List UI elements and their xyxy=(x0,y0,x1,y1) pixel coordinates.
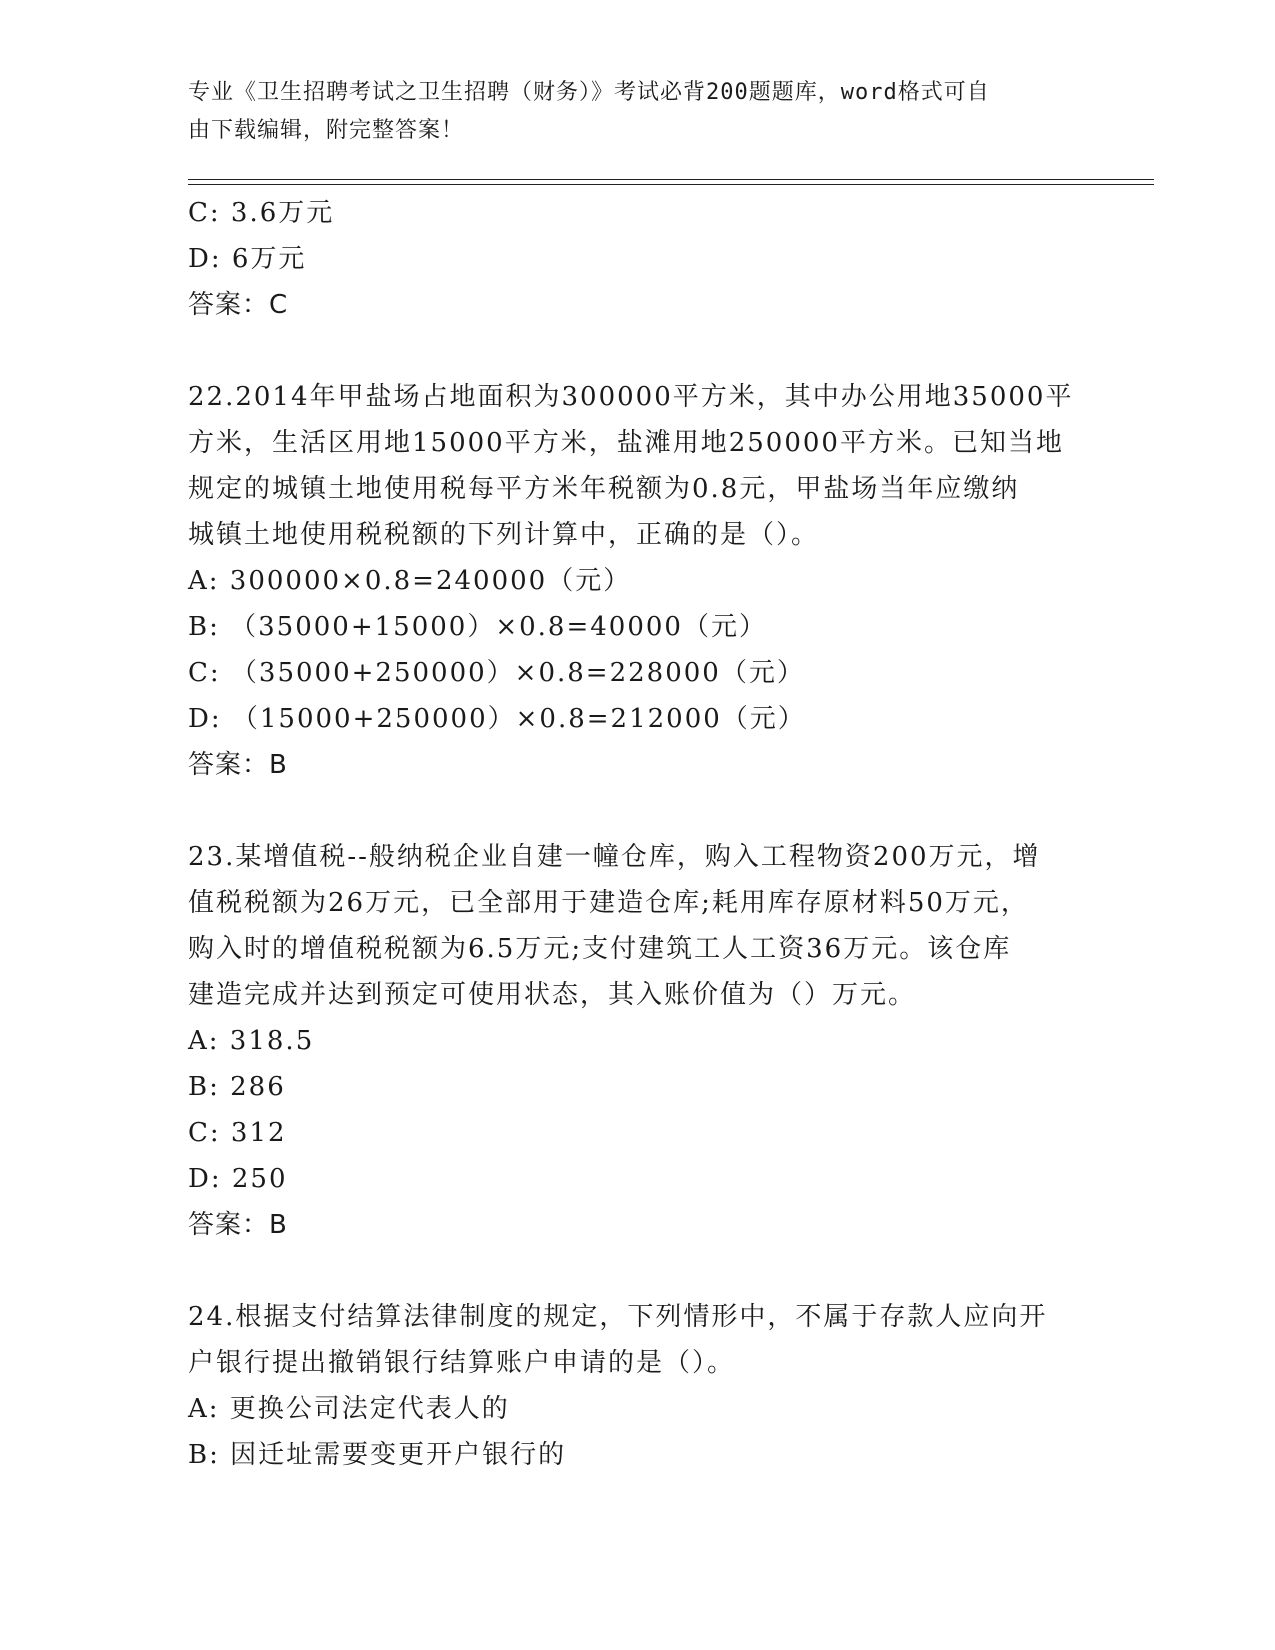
document-header xyxy=(188,74,1068,150)
option-b: B: （35000+15000）×0.8=40000（元） xyxy=(188,612,767,642)
question-stem-line: 购入时的增值税税额为6.5万元;支付建筑工人工资36万元。该仓库 xyxy=(188,934,1012,964)
header-line-1: 专业《卫生招聘考试之卫生招聘（财务）》考试必背200题题库，word格式可自 xyxy=(188,80,990,105)
answer-line: 答案：B xyxy=(188,750,288,780)
question-stem-line: 值税税额为26万元，已全部用于建造仓库;耗用库存原材料50万元， xyxy=(188,888,1029,918)
question-stem-line: 建造完成并达到预定可使用状态，其入账价值为（）万元。 xyxy=(188,980,917,1010)
option-c: C: 3.6万元 xyxy=(188,198,335,228)
question-24 xyxy=(188,1294,1068,1478)
option-a: A: 更换公司法定代表人的 xyxy=(188,1394,510,1424)
option-d: D: 250 xyxy=(188,1164,288,1194)
option-c: C: （35000+250000）×0.8=228000（元） xyxy=(188,658,805,688)
question-stem-line: 24.根据支付结算法律制度的规定，下列情形中，不属于存款人应向开 xyxy=(188,1302,1048,1332)
header-divider-bottom xyxy=(188,184,1154,185)
question-stem-line: 23.某增值税--般纳税企业自建一幢仓库，购入工程物资200万元，增 xyxy=(188,842,1041,872)
answer-line: 答案：B xyxy=(188,1210,288,1240)
option-d: D: （15000+250000）×0.8=212000（元） xyxy=(188,704,806,734)
question-stem-line: 城镇土地使用税税额的下列计算中，正确的是（）。 xyxy=(188,520,820,550)
header-line-2: 由下载编辑，附完整答案！ xyxy=(188,118,465,143)
option-c: C: 312 xyxy=(188,1118,287,1148)
option-a: A: 318.5 xyxy=(188,1026,315,1056)
previous-question-tail xyxy=(188,190,1068,328)
spacer xyxy=(188,328,1068,374)
option-d: D: 6万元 xyxy=(188,244,307,274)
spacer xyxy=(188,788,1068,834)
question-content xyxy=(188,190,1074,1478)
option-b: B: 因迁址需要变更开户银行的 xyxy=(188,1440,567,1470)
option-a: A: 300000×0.8=240000（元） xyxy=(188,566,632,596)
header-divider-top xyxy=(188,179,1154,180)
question-stem-line: 户银行提出撤销银行结算账户申请的是（）。 xyxy=(188,1348,736,1378)
question-22 xyxy=(188,374,1074,788)
question-stem-line: 方米，生活区用地15000平方米，盐滩用地250000平方米。已知当地 xyxy=(188,428,1064,458)
question-23 xyxy=(188,834,1068,1248)
spacer xyxy=(188,1248,1068,1294)
question-stem-line: 规定的城镇土地使用税每平方米年税额为0.8元，甲盐场当年应缴纳 xyxy=(188,474,1020,504)
answer-line: 答案：C xyxy=(188,290,289,320)
option-b: B: 286 xyxy=(188,1072,286,1102)
question-stem-line: 22.2014年甲盐场占地面积为300000平方米，其中办公用地35000平 xyxy=(188,382,1074,412)
